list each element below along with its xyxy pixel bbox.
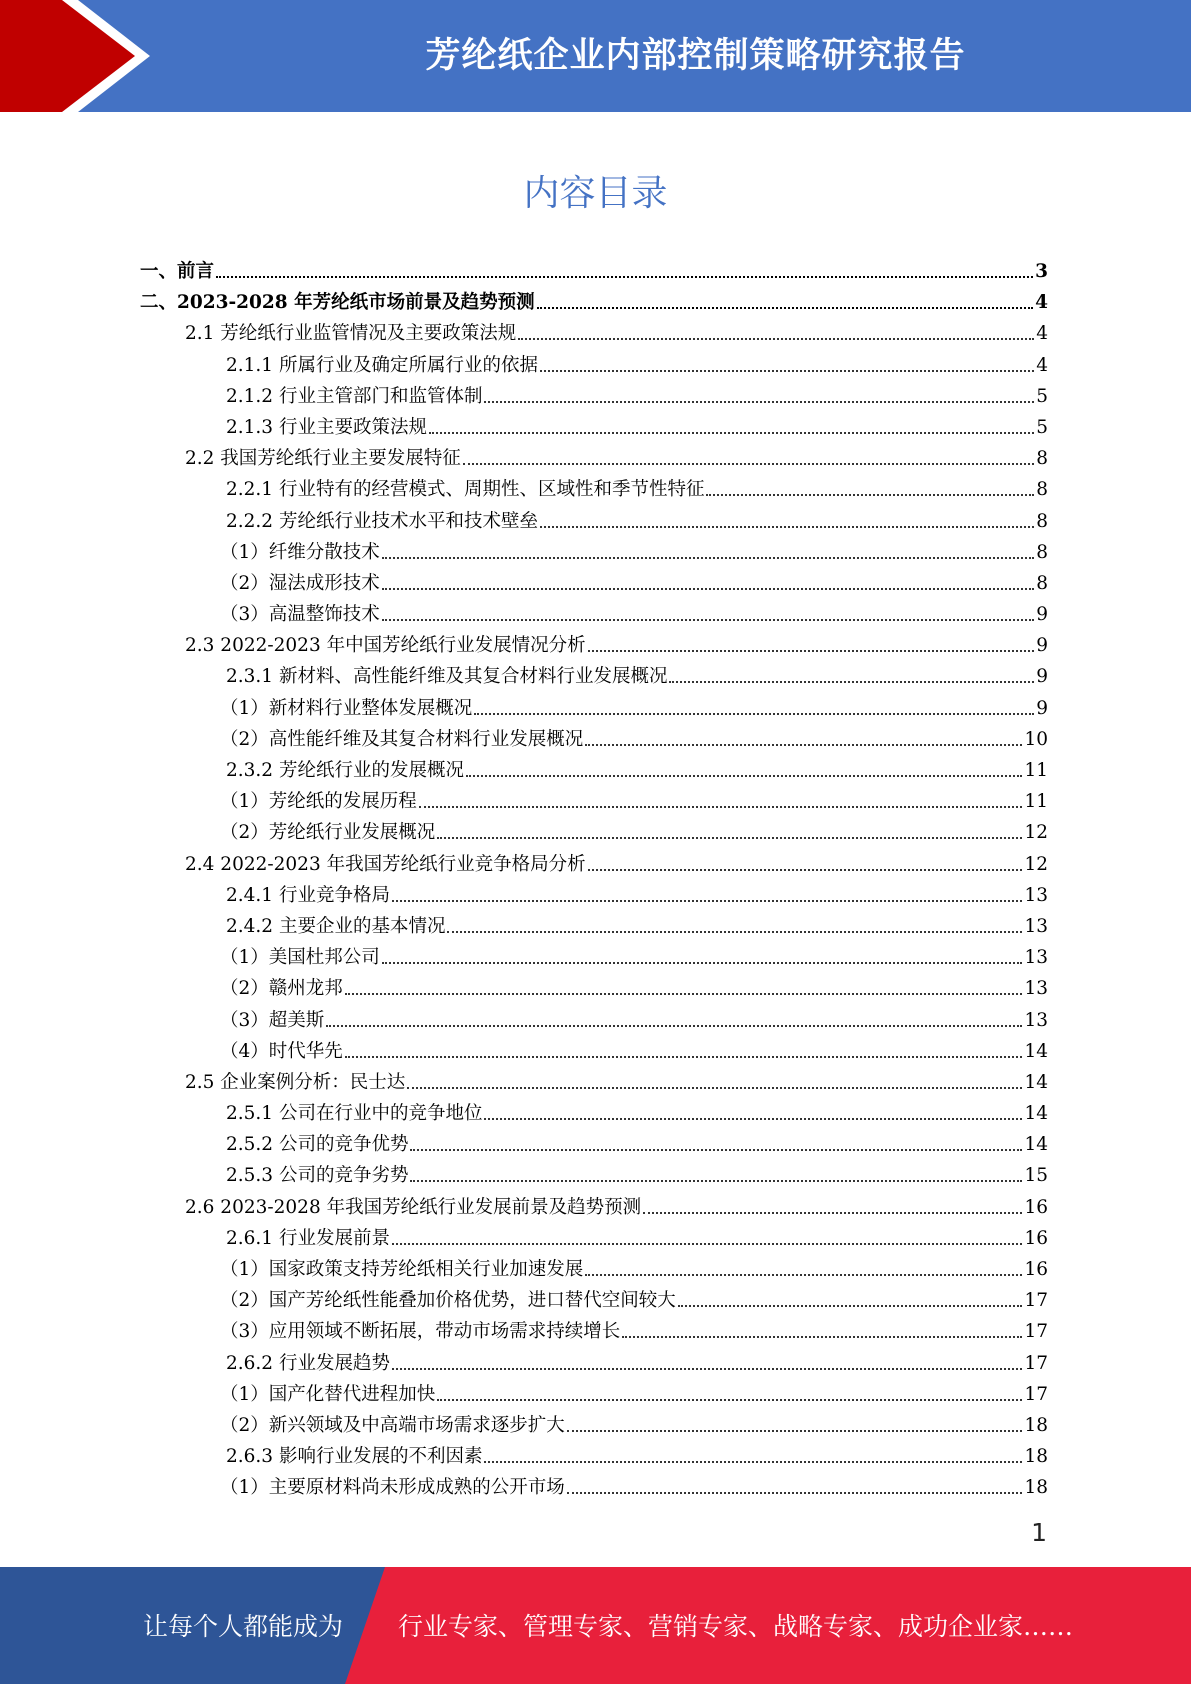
toc-entry-label: 2.1 芳纶纸行业监管情况及主要政策法规 [185, 323, 517, 345]
toc-leader-dots [567, 1472, 1023, 1494]
toc-entry-page: 10 [1024, 728, 1048, 750]
header-banner [0, 0, 1191, 112]
toc-entry-label: （3）高温整饰技术 [220, 604, 380, 626]
toc-leader-dots [669, 661, 1034, 683]
toc-leader-dots [437, 817, 1022, 839]
toc-entry-label: 2.6.2 行业发展趋势 [226, 1352, 390, 1374]
toc-leader-dots [537, 287, 1034, 309]
toc-leader-dots [474, 693, 1034, 715]
toc-entry[interactable] [140, 350, 1048, 381]
toc-entry-label: 2.2.1 行业特有的经营模式、周期性、区域性和季节性特征 [226, 479, 705, 501]
toc-entry[interactable] [140, 1160, 1048, 1191]
toc-entry-label: 2.4.2 主要企业的基本情况 [226, 915, 446, 937]
toc-entry-label: （1）芳纶纸的发展历程 [220, 791, 417, 813]
toc-entry-page: 13 [1024, 947, 1048, 969]
toc-entry[interactable] [140, 1348, 1048, 1379]
toc-leader-dots [382, 537, 1034, 559]
toc-leader-dots [429, 412, 1034, 434]
toc-entry-page: 8 [1036, 448, 1048, 470]
toc-entry[interactable] [140, 1129, 1048, 1160]
toc-entry-page: 17 [1024, 1383, 1048, 1405]
toc-leader-dots [447, 911, 1022, 933]
toc-entry[interactable] [140, 724, 1048, 755]
toc-entry-page: 5 [1036, 385, 1048, 407]
toc-entry[interactable] [140, 506, 1048, 537]
toc-entry-label: （2）芳纶纸行业发展概况 [220, 822, 436, 844]
toc-entry-page: 8 [1036, 572, 1048, 594]
toc-entry-label: （1）美国杜邦公司 [220, 947, 380, 969]
toc-entry-label: 2.6 2023-2028 年我国芳纶纸行业发展前景及趋势预测 [185, 1196, 642, 1218]
toc-entry-page: 16 [1024, 1227, 1048, 1249]
toc-entry-page: 12 [1024, 853, 1048, 875]
toc-leader-dots [392, 1348, 1022, 1370]
toc-entry-label: （4）时代华先 [220, 1040, 343, 1062]
toc-leader-dots [540, 350, 1034, 372]
toc-entry-label: 2.6.1 行业发展前景 [226, 1227, 390, 1249]
red-arrow-decoration [0, 0, 160, 112]
toc-entry[interactable] [140, 537, 1048, 568]
toc-entry-page: 4 [1035, 292, 1048, 314]
toc-entry-page: 16 [1024, 1196, 1048, 1218]
toc-entry-page: 8 [1036, 541, 1048, 563]
toc-leader-dots [585, 1254, 1022, 1276]
toc-leader-dots [345, 973, 1023, 995]
toc-leader-dots [540, 506, 1034, 528]
toc-entry[interactable] [140, 381, 1048, 412]
toc-entry[interactable] [140, 1005, 1048, 1036]
toc-entry[interactable] [140, 1379, 1048, 1410]
toc-entry-label: （1）主要原材料尚未形成成熟的公开市场 [220, 1477, 565, 1499]
toc-entry-label: 2.5 企业案例分析：民士达 [185, 1071, 406, 1093]
toc-entry-page: 14 [1024, 1071, 1048, 1093]
toc-leader-dots [463, 443, 1034, 465]
toc-leader-dots [392, 1223, 1022, 1245]
toc-entry-label: 2.2 我国芳纶纸行业主要发展特征 [185, 448, 461, 470]
toc-leader-dots [382, 599, 1034, 621]
toc-leader-dots [216, 256, 1033, 278]
toc-entry-page: 17 [1024, 1321, 1048, 1343]
toc-entry-page: 9 [1036, 666, 1048, 688]
toc-entry[interactable] [140, 1316, 1048, 1347]
toc-entry-page: 9 [1036, 604, 1048, 626]
toc-entry[interactable] [140, 599, 1048, 630]
toc-heading: 内容目录 [523, 173, 668, 214]
toc-entry-label: 2.2.2 芳纶纸行业技术水平和技术壁垒 [226, 510, 538, 532]
toc-entry-label: 2.3.2 芳纶纸行业的发展概况 [226, 760, 464, 781]
toc-entry[interactable] [140, 256, 1048, 287]
toc-leader-dots [678, 1285, 1023, 1307]
toc-entry-page: 18 [1024, 1446, 1048, 1468]
toc-leader-dots [392, 880, 1022, 902]
toc-entry-label: 2.5.1 公司在行业中的竞争地位 [226, 1103, 483, 1125]
toc-entry-page: 12 [1024, 822, 1048, 844]
toc-entry-page: 18 [1024, 1477, 1048, 1499]
toc-leader-dots [567, 1410, 1023, 1432]
footer-banner [0, 1567, 1191, 1684]
toc-leader-dots [410, 1160, 1022, 1182]
toc-entry-page: 15 [1024, 1165, 1048, 1187]
toc-leader-dots [622, 1316, 1022, 1338]
toc-entry[interactable] [140, 1254, 1048, 1285]
toc-entry[interactable] [140, 880, 1048, 911]
toc-entry[interactable] [140, 693, 1048, 724]
toc-entry-label: （2）赣州龙邦 [220, 978, 343, 1000]
toc-entry-label: （1）国家政策支持芳纶纸相关行业加速发展 [220, 1259, 584, 1280]
toc-entry-page: 16 [1024, 1259, 1048, 1280]
toc-leader-dots [466, 755, 1022, 777]
toc-leader-dots [484, 1441, 1022, 1463]
toc-entry[interactable] [140, 318, 1048, 349]
toc-entry-label: 2.1.1 所属行业及确定所属行业的依据 [226, 354, 538, 376]
toc-leader-dots [585, 724, 1022, 746]
toc-entry[interactable] [140, 412, 1048, 443]
toc-entry[interactable] [140, 630, 1048, 661]
toc-entry-label: （1）国产化替代进程加快 [220, 1383, 436, 1405]
toc-entry-label: 2.1.2 行业主管部门和监管体制 [226, 385, 483, 407]
toc-entry[interactable] [140, 911, 1048, 942]
toc-entry-page: 8 [1036, 510, 1048, 532]
toc-leader-dots [407, 1067, 1022, 1089]
toc-entry[interactable] [140, 661, 1048, 692]
toc-entry-page: 11 [1024, 760, 1048, 781]
toc-entry[interactable] [140, 568, 1048, 599]
toc-entry-page: 9 [1036, 697, 1048, 719]
toc-entry-page: 3 [1035, 261, 1048, 282]
toc-entry-page: 8 [1036, 479, 1048, 501]
toc-leader-dots [382, 568, 1034, 590]
toc-entry-page: 17 [1024, 1290, 1048, 1312]
toc-entry-page: 9 [1036, 635, 1048, 657]
toc-entry[interactable] [140, 755, 1048, 786]
table-of-contents [140, 256, 1048, 1504]
toc-entry[interactable] [140, 1410, 1048, 1441]
toc-entry-label: （3）超美斯 [220, 1009, 325, 1031]
toc-entry[interactable] [140, 1285, 1048, 1316]
toc-entry[interactable] [140, 1223, 1048, 1254]
toc-entry-page: 11 [1024, 791, 1048, 813]
toc-entry-label: 2.3.1 新材料、高性能纤维及其复合材料行业发展概况 [226, 666, 668, 688]
toc-entry-page: 14 [1024, 1040, 1048, 1062]
toc-entry-label: 2.5.3 公司的竞争劣势 [226, 1165, 409, 1187]
toc-leader-dots [437, 1379, 1022, 1401]
toc-entry-label: （1）新材料行业整体发展概况 [220, 697, 473, 719]
toc-entry[interactable] [140, 1067, 1048, 1098]
toc-entry-page: 13 [1024, 978, 1048, 1000]
toc-entry-page: 13 [1024, 884, 1048, 906]
toc-entry-label: （3）应用领域不断拓展，带动市场需求持续增长 [220, 1321, 621, 1343]
report-title: 芳纶纸企业内部控制策略研究报告 [425, 36, 966, 76]
toc-entry[interactable] [140, 1192, 1048, 1223]
toc-entry-page: 13 [1024, 915, 1048, 937]
footer-slogan-left: 让每个人都能成为 [143, 1612, 344, 1641]
toc-entry-label: （2）新兴领域及中高端市场需求逐步扩大 [220, 1414, 565, 1436]
toc-entry-page: 13 [1024, 1009, 1048, 1031]
toc-leader-dots [588, 630, 1035, 652]
toc-leader-dots [419, 786, 1023, 808]
toc-entry[interactable] [140, 1098, 1048, 1129]
toc-entry-label: 2.5.2 公司的竞争优势 [226, 1134, 409, 1156]
toc-leader-dots [484, 381, 1034, 403]
toc-leader-dots [410, 1129, 1022, 1151]
toc-leader-dots [345, 1036, 1023, 1058]
toc-entry-label: （1）纤维分散技术 [220, 541, 380, 563]
toc-entry[interactable] [140, 1441, 1048, 1472]
toc-entry-label: 一、前言 [140, 261, 215, 282]
toc-entry-label: （2）高性能纤维及其复合材料行业发展概况 [220, 728, 584, 750]
toc-leader-dots [643, 1192, 1022, 1214]
toc-entry-page: 14 [1024, 1103, 1048, 1125]
toc-entry-label: 2.3 2022-2023 年中国芳纶纸行业发展情况分析 [185, 635, 586, 657]
toc-leader-dots [382, 942, 1023, 964]
toc-entry[interactable] [140, 1472, 1048, 1503]
toc-leader-dots [484, 1098, 1022, 1120]
toc-entry-label: 2.6.3 影响行业发展的不利因素 [226, 1446, 483, 1468]
toc-entry[interactable] [140, 973, 1048, 1004]
toc-entry[interactable] [140, 1036, 1048, 1067]
toc-entry[interactable] [140, 786, 1048, 817]
toc-entry-label: 2.4 2022-2023 年我国芳纶纸行业竞争格局分析 [185, 853, 586, 875]
toc-entry-label: （2）国产芳纶纸性能叠加价格优势，进口替代空间较大 [220, 1290, 676, 1312]
toc-entry[interactable] [140, 942, 1048, 973]
toc-leader-dots [706, 474, 1034, 496]
toc-entry[interactable] [140, 817, 1048, 848]
toc-entry-page: 17 [1024, 1352, 1048, 1374]
toc-entry-page: 4 [1036, 323, 1048, 345]
toc-entry-label: （2）湿法成形技术 [220, 572, 380, 594]
footer-slogan-right: 行业专家、管理专家、营销专家、战略专家、成功企业家…… [398, 1612, 1074, 1641]
toc-entry-label: 2.4.1 行业竞争格局 [226, 884, 390, 906]
toc-entry[interactable] [140, 287, 1048, 318]
toc-entry-page: 18 [1024, 1414, 1048, 1436]
toc-entry[interactable] [140, 474, 1048, 505]
page-number: 1 [1031, 1518, 1047, 1547]
toc-entry-label: 2.1.3 行业主要政策法规 [226, 416, 427, 438]
toc-leader-dots [588, 849, 1023, 871]
toc-leader-dots [326, 1005, 1022, 1027]
toc-entry[interactable] [140, 443, 1048, 474]
toc-entry-page: 4 [1036, 354, 1048, 376]
toc-entry-label: 二、2023-2028 年芳纶纸市场前景及趋势预测 [140, 292, 535, 314]
toc-entry-page: 5 [1036, 416, 1048, 438]
toc-leader-dots [518, 318, 1034, 340]
toc-entry[interactable] [140, 849, 1048, 880]
toc-entry-page: 14 [1024, 1134, 1048, 1156]
